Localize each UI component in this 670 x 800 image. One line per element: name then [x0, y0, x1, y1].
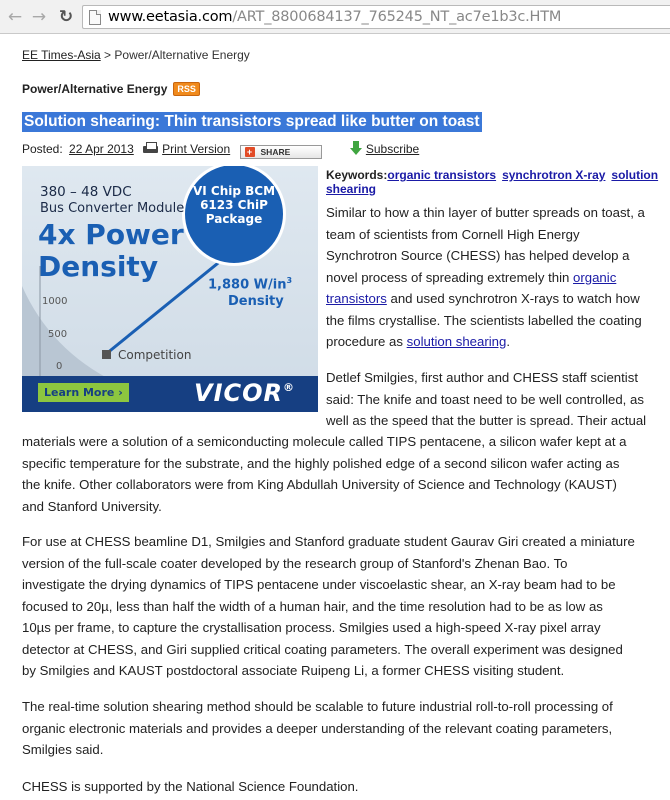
text-line: [326, 267, 670, 289]
keyword-link[interactable]: synchrotron X-ray: [502, 168, 606, 182]
vicor-advertisement[interactable]: [22, 166, 318, 412]
posted-date-link[interactable]: 22 Apr 2013: [69, 142, 134, 156]
ad-circle-line3: Package: [205, 212, 263, 226]
ad-headline-1: 4x Power: [38, 218, 184, 251]
ad-circle-line1: VI Chip BCM: [192, 184, 276, 198]
vicor-logo: [194, 379, 295, 407]
ad-axis-0: 0: [56, 361, 63, 372]
browser-toolbar: [0, 0, 670, 34]
posted-label: Posted:: [22, 142, 63, 156]
text-span: .: [506, 334, 511, 349]
ad-competition-label: Competition: [118, 348, 192, 362]
text-line: materials were a solution of a semiconducting molecule called TIPS pentacene, a silicon wafer kept at a: [22, 434, 627, 449]
text-line: Similar to how a thin layer of butter spreads on toast, a: [326, 205, 645, 220]
ad-product-text: Bus Converter Module: [40, 201, 185, 216]
text-line: [326, 288, 670, 310]
article-headline: Solution shearing: Thin transistors spread like butter on toast: [24, 113, 480, 130]
text-span: and used synchrotron X-rays to watch how: [386, 291, 640, 306]
text-line: investigate the drying dynamics of TIPS pentacene under viscoelastic shear, an X-ray beam had to be: [22, 577, 616, 592]
subscribe-link[interactable]: Subscribe: [365, 142, 420, 156]
article-paragraph-5: CHESS is supported by the National Science Foundation.: [22, 779, 359, 794]
page-icon: [89, 10, 101, 25]
article-paragraph-1: [326, 202, 670, 353]
reload-icon[interactable]: ↻: [58, 7, 74, 27]
print-version-link[interactable]: Print Version: [162, 142, 231, 156]
article-paragraph-2a: [326, 367, 670, 432]
article-meta: [22, 141, 419, 159]
solution-shearing-link[interactable]: solution shearing: [406, 334, 507, 349]
text-line: team of scientists from Cornell High Energy: [326, 226, 580, 242]
keyword-link[interactable]: organic transistors: [387, 168, 497, 182]
share-button[interactable]: [240, 145, 322, 159]
ad-competition-marker: [102, 350, 111, 359]
registered-mark: ®: [283, 381, 295, 394]
url-text[interactable]: [108, 9, 561, 25]
printer-icon[interactable]: [143, 142, 159, 155]
article-paragraph-4: [22, 696, 670, 761]
article-paragraph-3: [22, 531, 670, 682]
text-line: Synchrotron Source (CHESS) has helped develop a: [326, 248, 630, 263]
address-bar[interactable]: [82, 5, 670, 29]
back-arrow-icon[interactable]: ←: [7, 7, 23, 27]
text-line: 10µs per frame, to capture the crystallisation process. Smilgies used a high-speed X-ray pixel array: [22, 620, 601, 635]
transistors-link[interactable]: transistors: [326, 291, 387, 306]
ad-circle-line2: 6123 ChiP: [200, 198, 268, 212]
ad-density-label: Density: [228, 294, 284, 310]
text-line: specific temperature for the substrate, and the highly polished edge of a second silicon wafer acting as: [22, 455, 620, 471]
vicor-logo-text: VICOR: [194, 379, 283, 407]
download-arrow-icon[interactable]: [349, 141, 363, 156]
text-line: and Stanford University.: [22, 498, 162, 514]
keyword-link[interactable]: solution: [611, 168, 659, 182]
text-span: procedure as: [326, 334, 407, 349]
ad-axis-500: 500: [48, 329, 68, 340]
url-path: /ART_8800684137_765245_NT_ac7e1b3c.HTM: [232, 9, 562, 25]
plus-icon: +: [245, 147, 255, 157]
text-line: the knife. Other collaborators were from King Abdullah University of Science and Technology (KAUST): [22, 477, 617, 492]
ad-density-value: 1,880 W/in: [208, 277, 287, 293]
ad-headline-2: Density: [38, 250, 159, 283]
breadcrumb-home-link[interactable]: EE Times-Asia: [22, 48, 101, 62]
ad-learn-more-label: Learn More: [44, 386, 115, 399]
keywords-block: [326, 168, 670, 196]
ad-axis-1000: 1000: [42, 296, 68, 307]
text-line: The real-time solution shearing method should be scalable to future industrial roll-to-roll processing of: [22, 699, 613, 714]
ad-learn-more-button[interactable]: [38, 383, 129, 402]
chevron-right-icon: ›: [118, 386, 123, 399]
text-line: by Smilgies and KAUST postdoctoral associate Ruipeng Li, a former CHESS visiting student.: [22, 663, 565, 678]
breadcrumb: [22, 48, 250, 62]
ad-voltage-text: 380 – 48 VDC: [40, 184, 132, 200]
url-host: www.eetasia.com: [108, 9, 233, 25]
keywords-label: Keywords:: [326, 168, 388, 182]
text-line: organic electronic materials and provides a deeper understanding of the relevant coating parameters,: [22, 720, 613, 736]
text-line: detector at CHESS, and Giri supplied critical coating parameters. The overall experiment was designed: [22, 641, 623, 657]
text-line: version of the full-scale coater developed by the research group of Stanford's Zhenan Bao. To: [22, 555, 568, 571]
keyword-link[interactable]: shearing: [326, 182, 377, 196]
rss-badge[interactable]: RSS: [173, 82, 200, 96]
section-title-text: Power/Alternative Energy: [22, 82, 168, 96]
forward-arrow-icon[interactable]: →: [31, 7, 47, 27]
article-paragraph-2b: [22, 431, 670, 517]
text-line: Detlef Smilgies, first author and CHESS staff scientist: [326, 370, 638, 385]
breadcrumb-separator: >: [104, 48, 112, 62]
breadcrumb-section: Power/Alternative Energy: [114, 48, 250, 62]
organic-link[interactable]: organic: [573, 269, 617, 285]
ad-density-exp: 3: [286, 276, 293, 285]
text-line: said: The knife and toast need to be well controlled, as: [326, 391, 644, 407]
text-line: For use at CHESS beamline D1, Smilgies and Stanford graduate student Gaurav Giri created a miniature: [22, 534, 635, 549]
text-line: [326, 331, 670, 353]
text-span: novel process of spreading extremely thin: [326, 269, 574, 285]
ad-circle-text: [188, 184, 280, 226]
ad-density-text: [208, 272, 318, 310]
text-line: well as the speed that the butter is spread. Their actual: [326, 413, 647, 428]
text-line: the films crystallise. The scientists labelled the coating: [326, 312, 642, 328]
section-title: [22, 82, 200, 96]
text-line: focused to 20µ, less than half the width of a human hair, and the time resolution had to be as low as: [22, 598, 603, 614]
share-label: SHARE: [260, 147, 291, 157]
text-line: Smilgies said.: [22, 742, 104, 757]
